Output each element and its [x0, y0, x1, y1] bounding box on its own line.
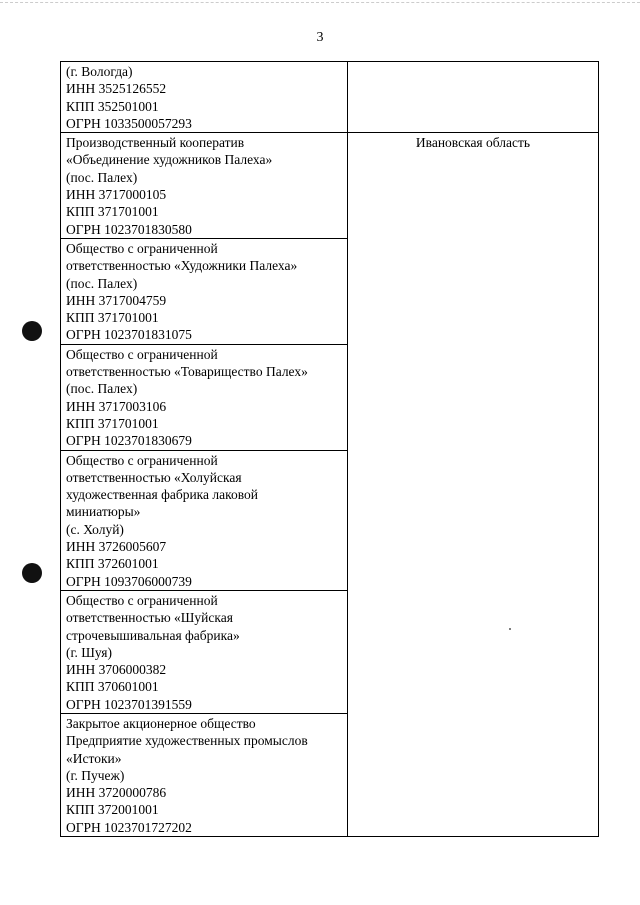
org-4-name-line-1: Общество с ограниченной — [66, 346, 218, 362]
region-label: Ивановская область — [415, 135, 531, 151]
table-row — [61, 62, 599, 133]
org-5-city: (с. Холуй) — [66, 521, 124, 537]
org-4-ogrn: ОГРН 1023701830679 — [66, 433, 192, 449]
org-7-name-line-2: Предприятие художественных промыслов — [66, 733, 308, 749]
org-6-ogrn: ОГРН 1023701391559 — [66, 696, 192, 712]
org-2-kpp: КПП 371701001 — [66, 204, 159, 220]
org-cell-4 — [61, 344, 348, 450]
org-6-city: (г. Шуя) — [66, 644, 112, 660]
org-3-ogrn: ОГРН 1023701831075 — [66, 327, 192, 343]
org-4-inn: ИНН 3717003106 — [66, 398, 167, 414]
org-2-name-line-2: «Объединение художников Палеха» — [66, 152, 273, 168]
org-3-city: (пос. Палех) — [66, 275, 138, 291]
scan-edge-line — [0, 2, 640, 3]
org-5-ogrn: ОГРН 1093706000739 — [66, 573, 192, 589]
org-4-city: (пос. Палех) — [66, 381, 138, 397]
org-6-name-line-2: ответственностью «Шуйская — [66, 610, 233, 626]
org-2-ogrn: ОГРН 1023701830580 — [66, 221, 192, 237]
page-number: 3 — [316, 30, 324, 45]
org-5-inn: ИНН 3726005607 — [66, 539, 167, 555]
org-cell-1 — [61, 62, 348, 133]
org-6-name-line-1: Общество с ограниченной — [66, 592, 218, 608]
org-1-kpp: КПП 352501001 — [66, 98, 159, 114]
scan-speck — [509, 628, 511, 630]
region-cell-empty — [348, 62, 599, 133]
org-3-name-line-2: ответственностью «Художники Палеха» — [66, 258, 298, 274]
org-2-name-line-1: Производственный кооператив — [66, 135, 245, 151]
punch-hole-bottom — [22, 563, 42, 583]
table-row — [61, 133, 599, 239]
org-6-inn: ИНН 3706000382 — [66, 662, 167, 678]
organizations-table — [60, 61, 599, 837]
org-cell-6 — [61, 590, 348, 713]
org-7-inn: ИНН 3720000786 — [66, 785, 167, 801]
org-cell-7 — [61, 713, 348, 836]
org-7-ogrn: ОГРН 1023701727202 — [66, 819, 192, 835]
org-2-city: (пос. Палех) — [66, 169, 138, 185]
org-6-kpp: КПП 370601001 — [66, 679, 159, 695]
org-2-inn: ИНН 3717000105 — [66, 187, 167, 203]
region-cell — [348, 133, 599, 837]
org-cell-5 — [61, 450, 348, 590]
org-7-name-line-1: Закрытое акционерное общество — [66, 715, 256, 731]
org-5-name-line-3: художественная фабрика лаковой — [66, 487, 259, 503]
org-7-kpp: КПП 372001001 — [66, 802, 159, 818]
org-3-kpp: КПП 371701001 — [66, 310, 159, 326]
org-1-city: (г. Вологда) — [66, 64, 133, 79]
org-3-inn: ИНН 3717004759 — [66, 292, 167, 308]
org-4-kpp: КПП 371701001 — [66, 415, 159, 431]
punch-hole-top — [22, 321, 42, 341]
org-5-name-line-2: ответственностью «Холуйская — [66, 469, 242, 485]
org-1-ogrn: ОГРН 1033500057293 — [66, 115, 192, 131]
org-5-kpp: КПП 372601001 — [66, 556, 159, 572]
org-7-name-line-3: «Истоки» — [66, 750, 122, 766]
org-cell-3 — [61, 238, 348, 344]
org-6-name-line-3: строчевышивальная фабрика» — [66, 627, 240, 643]
org-1-inn: ИНН 3525126552 — [66, 81, 167, 97]
org-7-city: (г. Пучеж) — [66, 767, 125, 783]
org-5-name-line-4: миниатюры» — [66, 504, 141, 520]
org-cell-2 — [61, 133, 348, 239]
org-3-name-line-1: Общество с ограниченной — [66, 240, 218, 256]
org-5-name-line-1: Общество с ограниченной — [66, 452, 218, 468]
org-4-name-line-2: ответственностью «Товарищество Палех» — [66, 364, 308, 380]
